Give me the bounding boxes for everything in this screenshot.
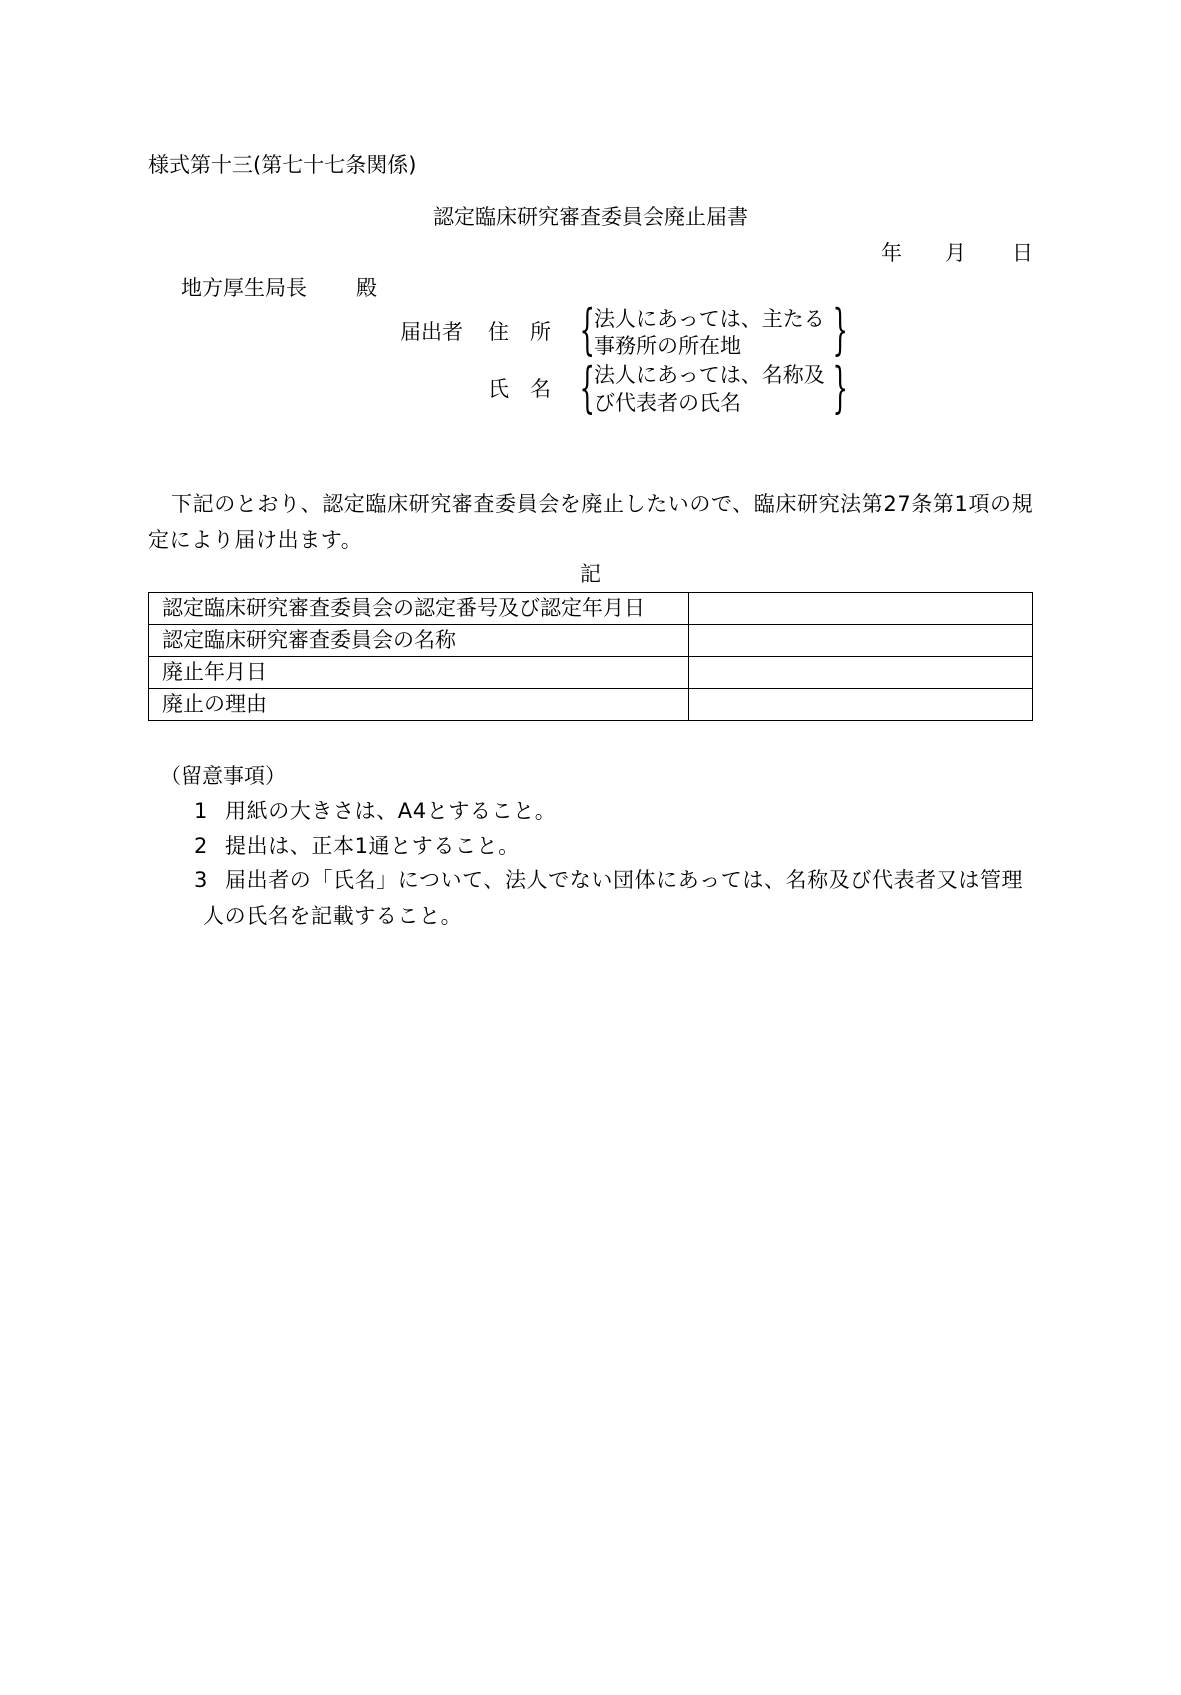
form-label: 様式第十三(第七十七条関係) xyxy=(148,153,417,177)
table-row xyxy=(149,625,1033,657)
note-text: 届出者の「氏名」について、法人でない団体にあっては、名称及び代表者又は管理 xyxy=(225,868,1024,892)
row-value[interactable] xyxy=(689,657,1033,689)
note-text: 用紙の大きさは、A4とすること。 xyxy=(225,799,557,823)
note-number: 3 xyxy=(194,868,208,892)
notes-heading: （留意事項） xyxy=(160,764,286,788)
name-note-line1: 法人にあっては、名称及 xyxy=(594,363,825,387)
note-number: 2 xyxy=(194,834,208,858)
details-table xyxy=(148,592,1033,721)
left-brace: { xyxy=(579,356,595,419)
row-label: 廃止の理由 xyxy=(149,689,689,721)
addressee-name: 地方厚生局長 xyxy=(181,276,307,300)
ki-label: 記 xyxy=(580,562,601,586)
note-text: 提出は、正本1通とすること。 xyxy=(225,834,520,858)
row-value[interactable] xyxy=(689,689,1033,721)
left-brace: { xyxy=(579,298,595,361)
right-brace: } xyxy=(832,298,848,361)
notifier-label: 届出者 xyxy=(400,320,463,344)
date-month: 月 xyxy=(945,241,966,265)
address-note-line2: 事務所の所在地 xyxy=(594,334,741,358)
table-row xyxy=(149,593,1033,625)
address-label: 住 所 xyxy=(488,320,551,344)
row-label: 認定臨床研究審査委員会の認定番号及び認定年月日 xyxy=(149,593,689,625)
addressee-honorific: 殿 xyxy=(356,276,377,300)
name-note-line2: び代表者の氏名 xyxy=(594,391,741,415)
row-value[interactable] xyxy=(689,593,1033,625)
right-brace: } xyxy=(832,356,848,419)
row-label: 認定臨床研究審査委員会の名称 xyxy=(149,625,689,657)
body-line2: 定により届け出ます。 xyxy=(148,528,363,552)
note-number: 1 xyxy=(194,799,208,823)
name-label: 氏 名 xyxy=(488,377,551,401)
note-text-continuation: 人の氏名を記載すること。 xyxy=(203,904,463,928)
date-day: 日 xyxy=(1012,241,1033,265)
table-row xyxy=(149,657,1033,689)
page-title: 認定臨床研究審査委員会廃止届書 xyxy=(433,205,748,229)
table-row xyxy=(149,689,1033,721)
date-year: 年 xyxy=(881,241,902,265)
address-note-line1: 法人にあっては、主たる xyxy=(594,307,825,331)
row-value[interactable] xyxy=(689,625,1033,657)
body-line1: 下記のとおり、認定臨床研究審査委員会を廃止したいので、臨床研究法第27条第1項の規 xyxy=(171,492,1034,516)
row-label: 廃止年月日 xyxy=(149,657,689,689)
